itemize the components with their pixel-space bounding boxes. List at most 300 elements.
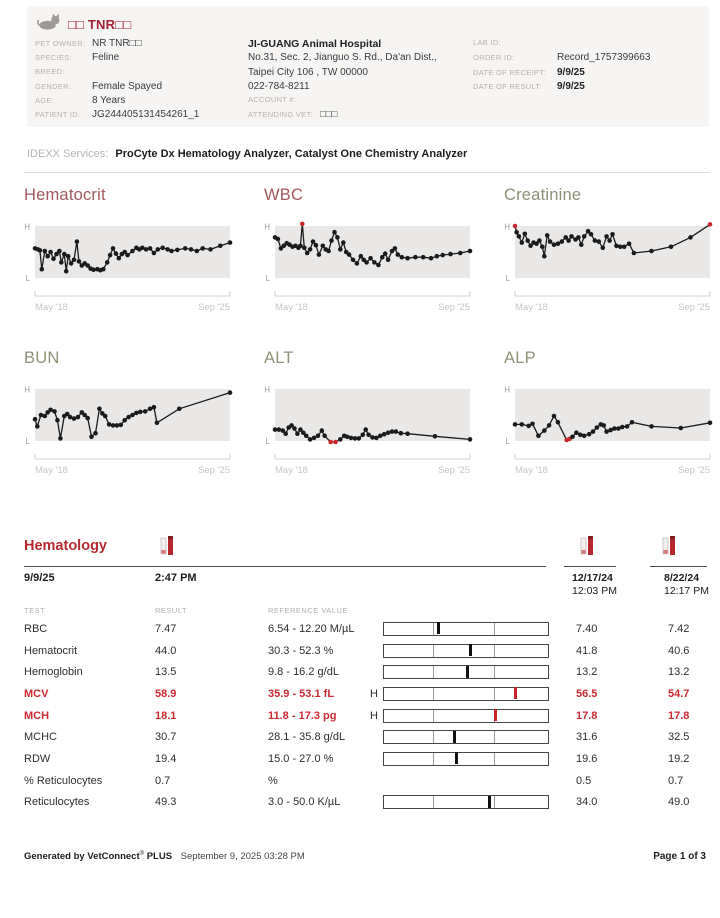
high-flag: H bbox=[370, 687, 378, 700]
low-limit-label: L bbox=[265, 274, 270, 283]
range-bar-marker bbox=[494, 709, 497, 721]
data-point bbox=[218, 244, 223, 249]
result-value: 13.5 bbox=[155, 666, 177, 679]
data-point bbox=[40, 267, 45, 272]
header-underline bbox=[24, 566, 546, 567]
data-point bbox=[305, 251, 310, 256]
x-axis-end-label: Sep '25 bbox=[678, 302, 710, 313]
high-limit-label: H bbox=[264, 385, 270, 395]
data-point bbox=[612, 426, 617, 431]
data-point bbox=[396, 252, 401, 257]
range-bar bbox=[383, 644, 549, 658]
data-point bbox=[317, 252, 322, 257]
data-point bbox=[569, 234, 574, 239]
low-limit-label: L bbox=[25, 274, 30, 283]
data-point bbox=[177, 407, 182, 412]
data-point bbox=[156, 247, 161, 252]
x-axis-start-label: May '18 bbox=[275, 465, 308, 476]
abnormal-data-point bbox=[300, 222, 305, 227]
data-point bbox=[708, 421, 713, 426]
data-point bbox=[359, 254, 364, 259]
data-point bbox=[316, 434, 321, 439]
trend-chart-alp bbox=[480, 346, 720, 509]
data-point bbox=[589, 232, 594, 237]
x-axis-end-label: Sep '25 bbox=[198, 302, 230, 313]
data-point bbox=[200, 246, 205, 251]
data-point bbox=[51, 257, 56, 262]
result-value: 58.9 bbox=[155, 687, 177, 700]
cat-icon bbox=[37, 13, 61, 36]
data-point bbox=[308, 247, 313, 252]
blood-tube-icon-svg bbox=[580, 535, 594, 557]
data-point bbox=[669, 245, 674, 250]
data-point bbox=[169, 249, 174, 254]
data-point bbox=[601, 423, 606, 428]
low-limit-label: L bbox=[505, 274, 510, 283]
test-name: % Reticulocytes bbox=[24, 774, 103, 787]
previous-value-2: 32.5 bbox=[668, 731, 690, 744]
patient-field-label: PET OWNER: bbox=[35, 39, 86, 48]
range-bar bbox=[383, 709, 549, 723]
high-limit-label: H bbox=[504, 222, 510, 232]
prev-column-underline bbox=[564, 566, 616, 567]
lab-field-label: ORDER ID: bbox=[473, 53, 515, 63]
patient-field-row bbox=[35, 81, 245, 95]
data-point bbox=[523, 232, 528, 237]
x-axis-start-label: May '18 bbox=[515, 465, 548, 476]
patient-info-card bbox=[27, 6, 709, 127]
data-point bbox=[520, 240, 525, 245]
previous-result-date: 8/22/24 bbox=[664, 572, 700, 584]
range-bar-marker bbox=[455, 752, 458, 764]
data-point bbox=[228, 390, 233, 395]
data-point bbox=[547, 423, 552, 428]
lab-field-value: 9/9/25 bbox=[557, 80, 585, 92]
divider bbox=[24, 172, 710, 173]
data-point bbox=[55, 418, 60, 423]
data-point bbox=[593, 238, 598, 243]
previous-value-2: 19.2 bbox=[668, 752, 690, 765]
data-point bbox=[688, 235, 693, 240]
data-point bbox=[393, 246, 398, 251]
test-name: Reticulocytes bbox=[24, 796, 90, 809]
patient-fields bbox=[35, 38, 245, 124]
data-point bbox=[295, 431, 300, 436]
range-bar bbox=[383, 687, 549, 701]
lab-field-value: Record_1757399663 bbox=[557, 52, 651, 64]
data-point bbox=[679, 426, 684, 431]
data-point bbox=[152, 405, 157, 410]
data-point bbox=[72, 258, 77, 263]
patient-field-value: Feline bbox=[92, 52, 120, 64]
lab-field-row bbox=[473, 81, 703, 95]
data-point bbox=[556, 241, 561, 246]
data-point bbox=[622, 245, 627, 250]
previous-value-1: 7.40 bbox=[576, 622, 598, 635]
data-point bbox=[620, 425, 625, 430]
data-point bbox=[349, 436, 354, 441]
data-point bbox=[43, 249, 48, 254]
generated-by-label: Generated by VetConnect bbox=[24, 851, 140, 863]
data-point bbox=[195, 249, 200, 254]
idexx-services-row bbox=[27, 148, 467, 160]
data-point bbox=[48, 250, 53, 255]
prev-column-underline bbox=[650, 566, 707, 567]
data-point bbox=[582, 434, 587, 439]
data-point bbox=[363, 427, 368, 432]
data-point bbox=[208, 247, 213, 252]
data-point bbox=[111, 246, 116, 251]
result-value: 0.7 bbox=[155, 774, 171, 787]
patient-field-label: AGE: bbox=[35, 96, 55, 106]
data-point bbox=[595, 425, 600, 430]
x-axis-start-label: May '18 bbox=[515, 302, 548, 313]
data-point bbox=[413, 255, 418, 260]
high-limit-label: H bbox=[264, 222, 270, 232]
x-axis-start-label: May '18 bbox=[35, 302, 68, 313]
data-point bbox=[144, 247, 149, 252]
lab-field-label: DATE OF RESULT: bbox=[473, 81, 542, 91]
attending-vet-value: □□□ bbox=[320, 109, 338, 121]
data-point bbox=[77, 259, 82, 264]
data-point bbox=[435, 254, 440, 259]
data-point bbox=[458, 251, 463, 256]
range-bar-divider bbox=[494, 645, 495, 657]
lab-field-label: DATE OF RECEIPT: bbox=[473, 67, 546, 77]
data-point bbox=[107, 422, 112, 427]
range-bar-marker bbox=[469, 644, 472, 656]
data-point bbox=[69, 261, 74, 266]
data-point bbox=[108, 253, 113, 258]
result-value: 19.4 bbox=[155, 752, 177, 765]
data-point bbox=[366, 433, 371, 438]
data-point bbox=[341, 240, 346, 245]
data-point bbox=[632, 251, 637, 256]
patient-field-value: NR TNR□□ bbox=[92, 38, 142, 49]
patient-field-label: GENDER: bbox=[35, 81, 72, 91]
data-point bbox=[540, 245, 545, 250]
trend-chart-svg bbox=[0, 371, 240, 483]
range-bar-divider bbox=[494, 753, 495, 765]
data-point bbox=[114, 251, 119, 256]
trend-chart-wbc bbox=[240, 183, 480, 346]
data-point bbox=[468, 249, 473, 254]
current-result-date: 9/9/25 bbox=[24, 572, 55, 584]
data-point bbox=[513, 422, 518, 427]
data-point bbox=[364, 260, 369, 265]
range-bar bbox=[383, 795, 549, 809]
data-point bbox=[338, 437, 343, 442]
lab-field-label: LAB ID: bbox=[473, 38, 501, 47]
range-bar-divider bbox=[494, 688, 495, 700]
test-name: MCH bbox=[24, 709, 50, 722]
data-point bbox=[433, 434, 438, 439]
trend-chart-title: ALP bbox=[504, 349, 536, 367]
result-value: 44.0 bbox=[155, 644, 177, 657]
previous-value-2: 7.42 bbox=[668, 622, 690, 635]
range-bar-divider bbox=[433, 666, 434, 678]
trend-chart-bun bbox=[0, 346, 240, 509]
trend-chart-alt bbox=[240, 346, 480, 509]
data-point bbox=[614, 244, 619, 249]
column-header-result: RESULT bbox=[155, 606, 188, 615]
data-point bbox=[33, 417, 38, 422]
data-point bbox=[314, 243, 319, 248]
test-name: RBC bbox=[24, 622, 48, 635]
blood-tube-icon bbox=[160, 535, 174, 562]
data-point bbox=[283, 431, 288, 436]
data-point bbox=[383, 251, 388, 256]
trend-chart-hematocrit bbox=[0, 183, 240, 346]
column-header-test: TEST bbox=[24, 606, 46, 615]
data-point bbox=[57, 249, 62, 254]
range-bar-marker bbox=[466, 666, 469, 678]
previous-value-1: 19.6 bbox=[576, 752, 598, 765]
hospital-address-2: Taipei City 106 , TW 00000 bbox=[248, 66, 368, 78]
range-bar-divider bbox=[433, 688, 434, 700]
hospital-name: JI-GUANG Animal Hospital bbox=[248, 38, 382, 50]
data-point bbox=[552, 414, 557, 419]
previous-result-time: 12:17 PM bbox=[664, 585, 709, 597]
data-point bbox=[542, 428, 547, 433]
reference-value: 28.1 - 35.8 g/dL bbox=[268, 731, 346, 744]
data-point bbox=[579, 242, 584, 247]
data-point bbox=[335, 235, 340, 240]
table-row bbox=[0, 661, 720, 683]
x-axis-end-label: Sep '25 bbox=[438, 302, 470, 313]
data-point bbox=[566, 238, 571, 243]
patient-field-row bbox=[35, 109, 245, 123]
data-point bbox=[351, 258, 356, 263]
x-axis-end-label: Sep '25 bbox=[678, 465, 710, 476]
high-limit-label: H bbox=[24, 222, 30, 232]
data-point bbox=[302, 246, 307, 251]
previous-value-1: 13.2 bbox=[576, 666, 598, 679]
data-point bbox=[89, 435, 94, 440]
trend-chart-svg bbox=[240, 371, 480, 483]
data-point bbox=[556, 420, 561, 425]
generated-timestamp: September 9, 2025 03:28 PM bbox=[180, 851, 305, 863]
reference-value: 35.9 - 53.1 fL bbox=[268, 687, 335, 700]
data-point bbox=[591, 429, 596, 434]
previous-value-1: 0.5 bbox=[576, 774, 592, 787]
patient-field-row bbox=[35, 67, 245, 81]
trend-chart-svg bbox=[240, 208, 480, 320]
data-point bbox=[130, 249, 135, 254]
data-point bbox=[607, 238, 612, 243]
range-bar bbox=[383, 752, 549, 766]
x-axis-end-label: Sep '25 bbox=[438, 465, 470, 476]
high-flag: H bbox=[370, 709, 378, 722]
data-point bbox=[514, 230, 519, 235]
data-point bbox=[155, 421, 160, 426]
abnormal-data-point bbox=[333, 440, 338, 445]
data-point bbox=[372, 260, 377, 265]
data-point bbox=[134, 411, 139, 416]
previous-result-column-2 bbox=[664, 572, 709, 598]
lab-field-row bbox=[473, 52, 703, 66]
test-name: MCV bbox=[24, 687, 49, 700]
table-row bbox=[0, 748, 720, 770]
data-point bbox=[105, 260, 110, 265]
data-point bbox=[649, 249, 654, 254]
range-bar-divider bbox=[433, 753, 434, 765]
registered-mark: ® bbox=[139, 851, 145, 857]
table-row bbox=[0, 726, 720, 748]
test-name: Hemoglobin bbox=[24, 666, 83, 679]
data-point bbox=[649, 424, 654, 429]
range-bar-divider bbox=[433, 731, 434, 743]
results-table-body bbox=[0, 618, 720, 813]
blood-tube-icon-svg bbox=[662, 535, 676, 557]
data-point bbox=[536, 434, 541, 439]
data-point bbox=[91, 267, 96, 272]
data-point bbox=[59, 260, 64, 265]
data-point bbox=[630, 420, 635, 425]
page-number: Page 1 of 3 bbox=[653, 851, 706, 862]
data-point bbox=[448, 252, 453, 257]
patient-field-value: 8 Years bbox=[92, 95, 126, 107]
data-point bbox=[338, 247, 343, 252]
data-point bbox=[43, 414, 48, 419]
previous-value-1: 31.6 bbox=[576, 731, 598, 744]
data-point bbox=[525, 238, 530, 243]
range-bar-divider bbox=[433, 645, 434, 657]
data-point bbox=[429, 256, 434, 261]
data-point bbox=[152, 251, 157, 256]
attending-vet-label: ATTENDING VET: bbox=[248, 110, 313, 120]
table-row bbox=[0, 792, 720, 814]
previous-value-1: 56.5 bbox=[576, 687, 598, 700]
previous-value-2: 13.2 bbox=[668, 666, 690, 679]
data-point bbox=[52, 409, 57, 414]
data-point bbox=[298, 244, 303, 249]
test-name: RDW bbox=[24, 752, 51, 765]
previous-value-1: 41.8 bbox=[576, 644, 598, 657]
trend-chart-title: Hematocrit bbox=[24, 186, 106, 204]
data-point bbox=[587, 432, 592, 437]
low-limit-label: L bbox=[505, 437, 510, 446]
range-bar bbox=[383, 665, 549, 679]
data-point bbox=[143, 409, 148, 414]
patient-field-label: SPECIES: bbox=[35, 53, 72, 63]
data-point bbox=[405, 256, 410, 261]
data-point bbox=[560, 239, 565, 244]
result-value: 18.1 bbox=[155, 709, 177, 722]
trend-chart-svg bbox=[480, 208, 720, 320]
previous-result-column-1 bbox=[572, 572, 617, 598]
range-bar-marker bbox=[453, 731, 456, 743]
generated-by-text bbox=[24, 851, 305, 862]
x-axis-end-label: Sep '25 bbox=[198, 465, 230, 476]
data-point bbox=[386, 430, 391, 435]
previous-value-2: 40.6 bbox=[668, 644, 690, 657]
data-point bbox=[75, 239, 80, 244]
reference-value: 11.8 - 17.3 pg bbox=[268, 709, 337, 722]
data-point bbox=[64, 269, 69, 274]
table-row bbox=[0, 618, 720, 640]
data-point bbox=[160, 246, 165, 251]
abnormal-data-point bbox=[708, 222, 713, 227]
current-result-time: 2:47 PM bbox=[155, 572, 197, 584]
previous-value-2: 54.7 bbox=[668, 687, 690, 700]
patient-field-row bbox=[35, 95, 245, 109]
data-point bbox=[376, 263, 381, 268]
data-point bbox=[548, 239, 553, 244]
data-point bbox=[39, 413, 44, 418]
table-row bbox=[0, 705, 720, 727]
data-point bbox=[183, 246, 188, 251]
data-point bbox=[574, 430, 579, 435]
range-bar-marker bbox=[437, 622, 440, 634]
pet-title: □□ TNR□□ bbox=[68, 17, 132, 32]
data-point bbox=[332, 230, 337, 235]
data-point bbox=[228, 240, 233, 245]
data-point bbox=[386, 258, 391, 263]
table-row bbox=[0, 640, 720, 662]
data-point bbox=[578, 433, 583, 438]
previous-value-1: 17.8 bbox=[576, 709, 598, 722]
data-point bbox=[93, 431, 98, 436]
data-point bbox=[175, 248, 180, 253]
result-value: 30.7 bbox=[155, 731, 177, 744]
data-point bbox=[368, 256, 373, 261]
data-point bbox=[355, 261, 360, 266]
data-point bbox=[597, 239, 602, 244]
data-point bbox=[304, 434, 309, 439]
patient-field-row bbox=[35, 52, 245, 66]
data-point bbox=[542, 254, 547, 259]
data-point bbox=[357, 436, 362, 441]
data-point bbox=[394, 429, 399, 434]
low-limit-label: L bbox=[25, 437, 30, 446]
previous-value-2: 17.8 bbox=[668, 709, 690, 722]
patient-field-label: PATIENT ID: bbox=[35, 110, 81, 120]
hematology-section bbox=[0, 530, 720, 840]
data-point bbox=[400, 255, 405, 260]
trend-chart-title: Creatinine bbox=[504, 186, 582, 204]
hospital-phone: 022-784-8211 bbox=[248, 80, 310, 92]
data-point bbox=[361, 433, 366, 438]
data-point bbox=[329, 238, 334, 243]
lab-order-fields bbox=[473, 38, 703, 95]
data-point bbox=[62, 252, 67, 257]
lab-field-value: 9/9/25 bbox=[557, 66, 585, 78]
data-point bbox=[117, 256, 122, 261]
data-point bbox=[405, 431, 410, 436]
hospital-info bbox=[248, 38, 468, 124]
data-point bbox=[517, 234, 522, 239]
previous-value-2: 49.0 bbox=[668, 796, 690, 809]
data-point bbox=[58, 436, 63, 441]
data-point bbox=[35, 424, 40, 429]
data-point bbox=[380, 255, 385, 260]
trend-chart-title: WBC bbox=[264, 186, 304, 204]
data-point bbox=[122, 418, 127, 423]
high-limit-label: H bbox=[24, 385, 30, 395]
data-point bbox=[276, 237, 281, 242]
range-bar-divider bbox=[494, 666, 495, 678]
previous-value-1: 34.0 bbox=[576, 796, 598, 809]
reference-value: 6.54 - 12.20 M/µL bbox=[268, 622, 355, 635]
cat-icon-svg bbox=[37, 13, 61, 31]
trend-chart-title: ALT bbox=[264, 349, 294, 367]
reference-range-band bbox=[275, 226, 470, 278]
data-point bbox=[148, 246, 153, 251]
data-point bbox=[189, 247, 194, 252]
low-limit-label: L bbox=[265, 437, 270, 446]
data-point bbox=[570, 435, 575, 440]
